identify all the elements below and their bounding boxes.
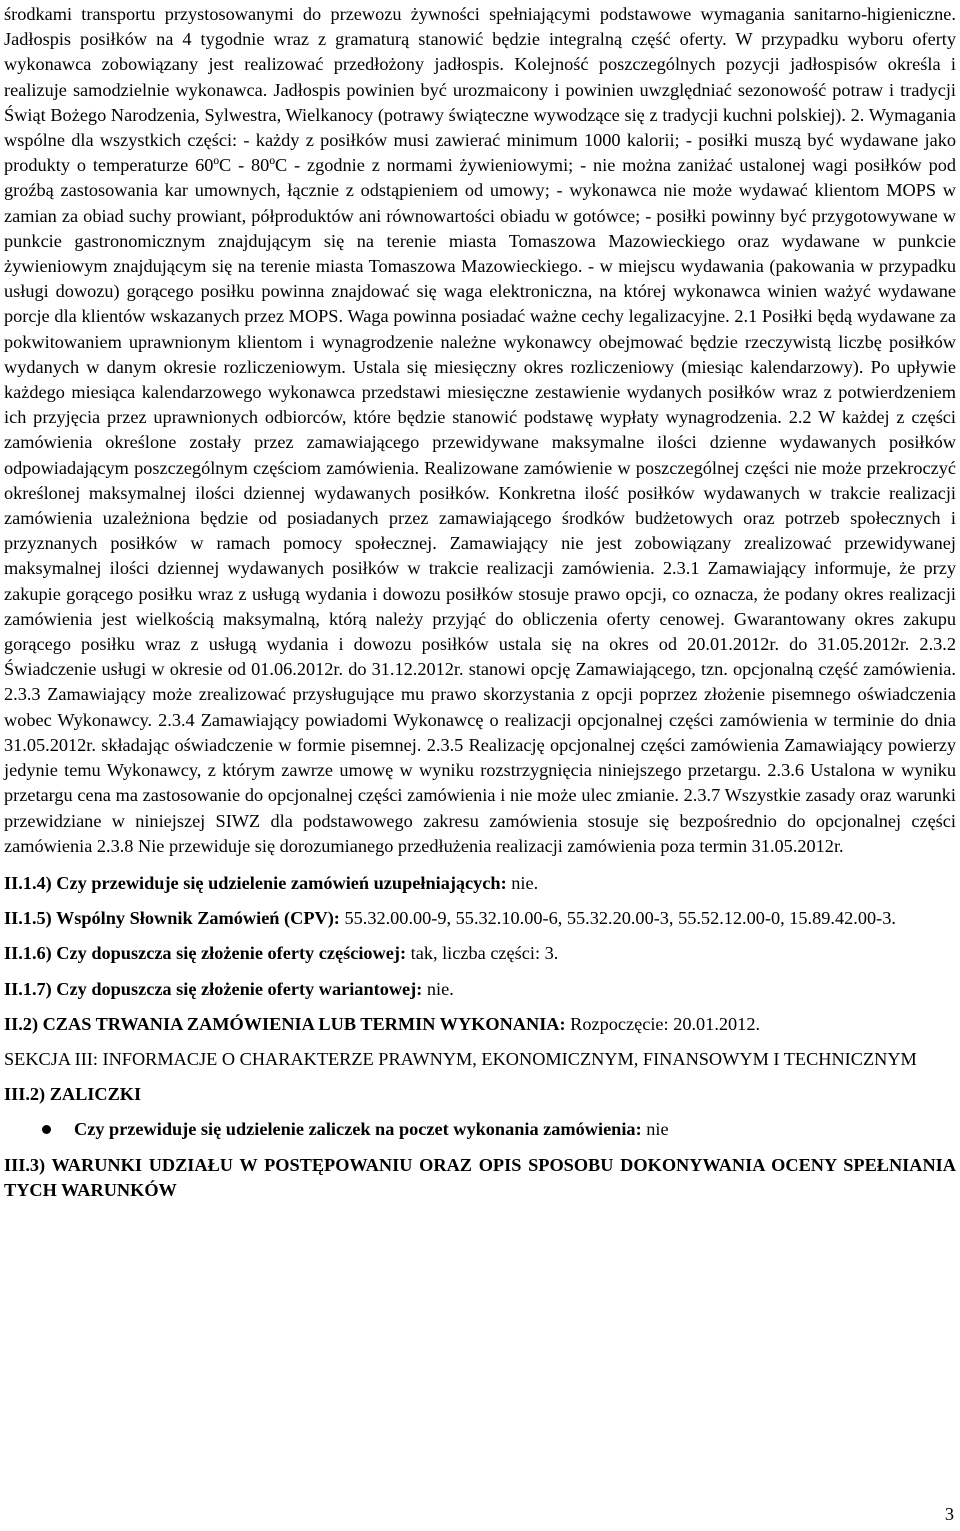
section-label: Czy przewiduje się udzielenie zaliczek na poczet wykonania zamówienia: (74, 1119, 642, 1140)
section-label: III.3) WARUNKI UDZIAŁU W POSTĘPOWANIU ORAZ OPIS SPOSOBU DOKONYWANIA OCENY SPEŁNIANIA TYCH WARUNKÓW (4, 1154, 956, 1200)
section-label: II.1.5) Wspólny Słownik Zamówień (CPV): (4, 908, 340, 929)
section-label: II.1.6) Czy dopuszcza się złożenie oferty częściowej: (4, 943, 407, 964)
section-partial-offer (4, 941, 956, 966)
section-value: nie. (422, 978, 454, 999)
section-value: Rozpoczęcie: 20.01.2012. (565, 1013, 761, 1034)
advances-list (4, 1117, 956, 1142)
section-heading-advances (4, 1082, 956, 1107)
document-page (4, 2, 956, 1203)
section-label: II.1.7) Czy dopuszcza się złożenie oferty wariantowej: (4, 978, 423, 999)
bullet-icon (42, 1125, 51, 1134)
main-paragraph: środkami transportu przystosowanymi do przewozu żywności spełniającymi podstawowe wymagania sanitarno-higieniczne. Jadłospis posiłków na 4 tygodnie wraz z gramaturą stanowić będzie integralną część oferty. W przypadku wyboru oferty wykonawca zobowiązany jest realizować przedłożony jadłospis. Kolejność poszczególnych pozycji jadłospisów określa i realizuje samodzielnie wykonawca. Jadłospis powinien być urozmaicony i powinien uwzględniać sezonowość potraw i tradycji Świąt Bożego Narodzenia, Sylwestra, Wielkanocy (potrawy świąteczne wywodzące się z tradycji kuchni polskiej). 2. Wymagania wspólne dla wszystkich części: - każdy z posiłków musi zawierać minimum 1000 kalorii; - posiłki muszą być wydawane jako produkty o temperaturze 60ºC - 80ºC - zgodnie z normami żywieniowymi; - nie można zaniżać ustalonej wagi posiłków pod groźbą zastosowania kar umownych, łącznie z odstąpieniem od umowy; - wykonawca nie może wydawać klientom MOPS w zamian za obiad suchy prowiant, półproduktów ani równowartości obiadu w gotówce; - posiłki powinny być przygotowywane w punkcie gastronomicznym znajdującym się na terenie miasta Tomaszowa Mazowieckiego oraz wydawane w punkcie żywieniowym znajdującym się na terenie miasta Tomaszowa Mazowieckiego. - w miejscu wydawania (pakowania w przypadku usługi dowozu) gorącego posiłku powinna znajdować się waga elektroniczna, na której wykonawca winien ważyć wydawane porcje dla klientów wskazanych przez MOPS. Waga powinna posiadać ważne cechy legalizacyjne. 2.1 Posiłki będą wydawane za pokwitowaniem uprawnionym klientom i wynagrodzenie należne wykonawcy obejmować będzie rzeczywistą liczbę posiłków wydanych w danym okresie rozliczeniowym. Ustala się miesięczny okres rozliczeniowy (miesiąc kalendarzowy). Po upływie każdego miesiąca kalendarzowego wykonawca przedstawi miesięczne zestawienie wydanych posiłków wraz z potwierdzeniem ich przyjęcia przez uprawnionych odbiorców, które będzie stanowić podstawę wypłaty wynagrodzenia. 2.2 W każdej z części zamówienia określone zostały przez zamawiającego przewidywane maksymalne ilości dzienne wydawanych posiłków odpowiadającym poszczególnym częściom zamówienia. Realizowane zamówienie w poszczególnej części nie może przekroczyć określonej maksymalnej ilości dziennej wydawanych posiłków. Konkretna ilość posiłków wydawanych w trakcie realizacji zamówienia uzależniona będzie od posiadanych przez zamawiającego środków budżetowych oraz potrzeb społecznych i przyznanych posiłków w ramach pomocy społecznej. Zamawiający nie jest zobowiązany zrealizować przewidywanej maksymalnej ilości dziennej wydawanych posiłków w trakcie realizacji zamówienia. 2.3.1 Zamawiający informuje, że przy zakupie gorącego posiłku wraz z usługą wydania i dowozu posiłków stosuje prawo opcji, co oznacza, że podany okres realizacji zamówienia jest wielkością maksymalną, którą należy przyjąć do obliczenia oferty cenowej. Gwarantowany okres zakupu gorącego posiłku wraz z usługą wydania i dowozu posiłków ustala się na okres od 20.01.2012r. do 31.05.2012r. 2.3.2 Świadczenie usługi w okresie od 01.06.2012r. do 31.12.2012r. stanowi opcję Zamawiającego, tzn. opcjonalną część zamówienia. 2.3.3 Zamawiający może zrealizować przysługujące mu prawo skorzystania z opcji poprzez złożenie pisemnego oświadczenia wobec Wykonawcy. 2.3.4 Zamawiający powiadomi Wykonawcę o realizacji opcjonalnej części zamówienia w terminie do dnia 31.05.2012r. składając oświadczenie w formie pisemnej. 2.3.5 Realizację opcjonalnej części zamówienia Zamawiający powierzy jedynie temu Wykonawcy, z którym zawrze umowę w wyniku rozstrzygnięcia niniejszego przetargu. 2.3.6 Ustalona w wyniku przetargu cena ma zastosowanie do opcjonalnej części zamówienia i nie może ulec zmianie. 2.3.7 Wszystkie zasady oraz warunki przewidziane w niniejszej SIWZ dla podstawowego zakresu zamówienia stosuje się bezpośrednio do opcjonalnej części zamówienia 2.3.8 Nie przewiduje się dorozumianego przedłużenia realizacji zamówienia poza termin 31.05.2012r. (4, 4, 956, 856)
section-cpv (4, 906, 956, 931)
section-value: tak, liczba części: 3. (406, 943, 559, 964)
page-number: 3 (944, 1504, 954, 1524)
section-value: nie. (506, 872, 539, 893)
section-value: nie (641, 1119, 669, 1140)
section-duration (4, 1012, 956, 1037)
section-supplementary-orders (4, 871, 956, 896)
section-label: II.1.4) Czy przewiduje się udzielenie zamówień uzupełniających: (4, 872, 507, 893)
section-variant-offer (4, 977, 956, 1002)
section-heading-iii: SEKCJA III: INFORMACJE O CHARAKTERZE PRAWNYM, EKONOMICZNYM, FINANSOWYM I TECHNICZNYM (4, 1048, 917, 1069)
section-heading-conditions (4, 1153, 956, 1203)
section-label: III.2) ZALICZKI (4, 1084, 142, 1105)
section-label: II.2) CZAS TRWANIA ZAMÓWIENIA LUB TERMIN WYKONANIA: (4, 1013, 566, 1034)
section-value: 55.32.00.00-9, 55.32.10.00-6, 55.32.20.00-3, 55.52.12.00-0, 15.89.42.00-3. (339, 908, 896, 929)
list-item (4, 1117, 956, 1142)
